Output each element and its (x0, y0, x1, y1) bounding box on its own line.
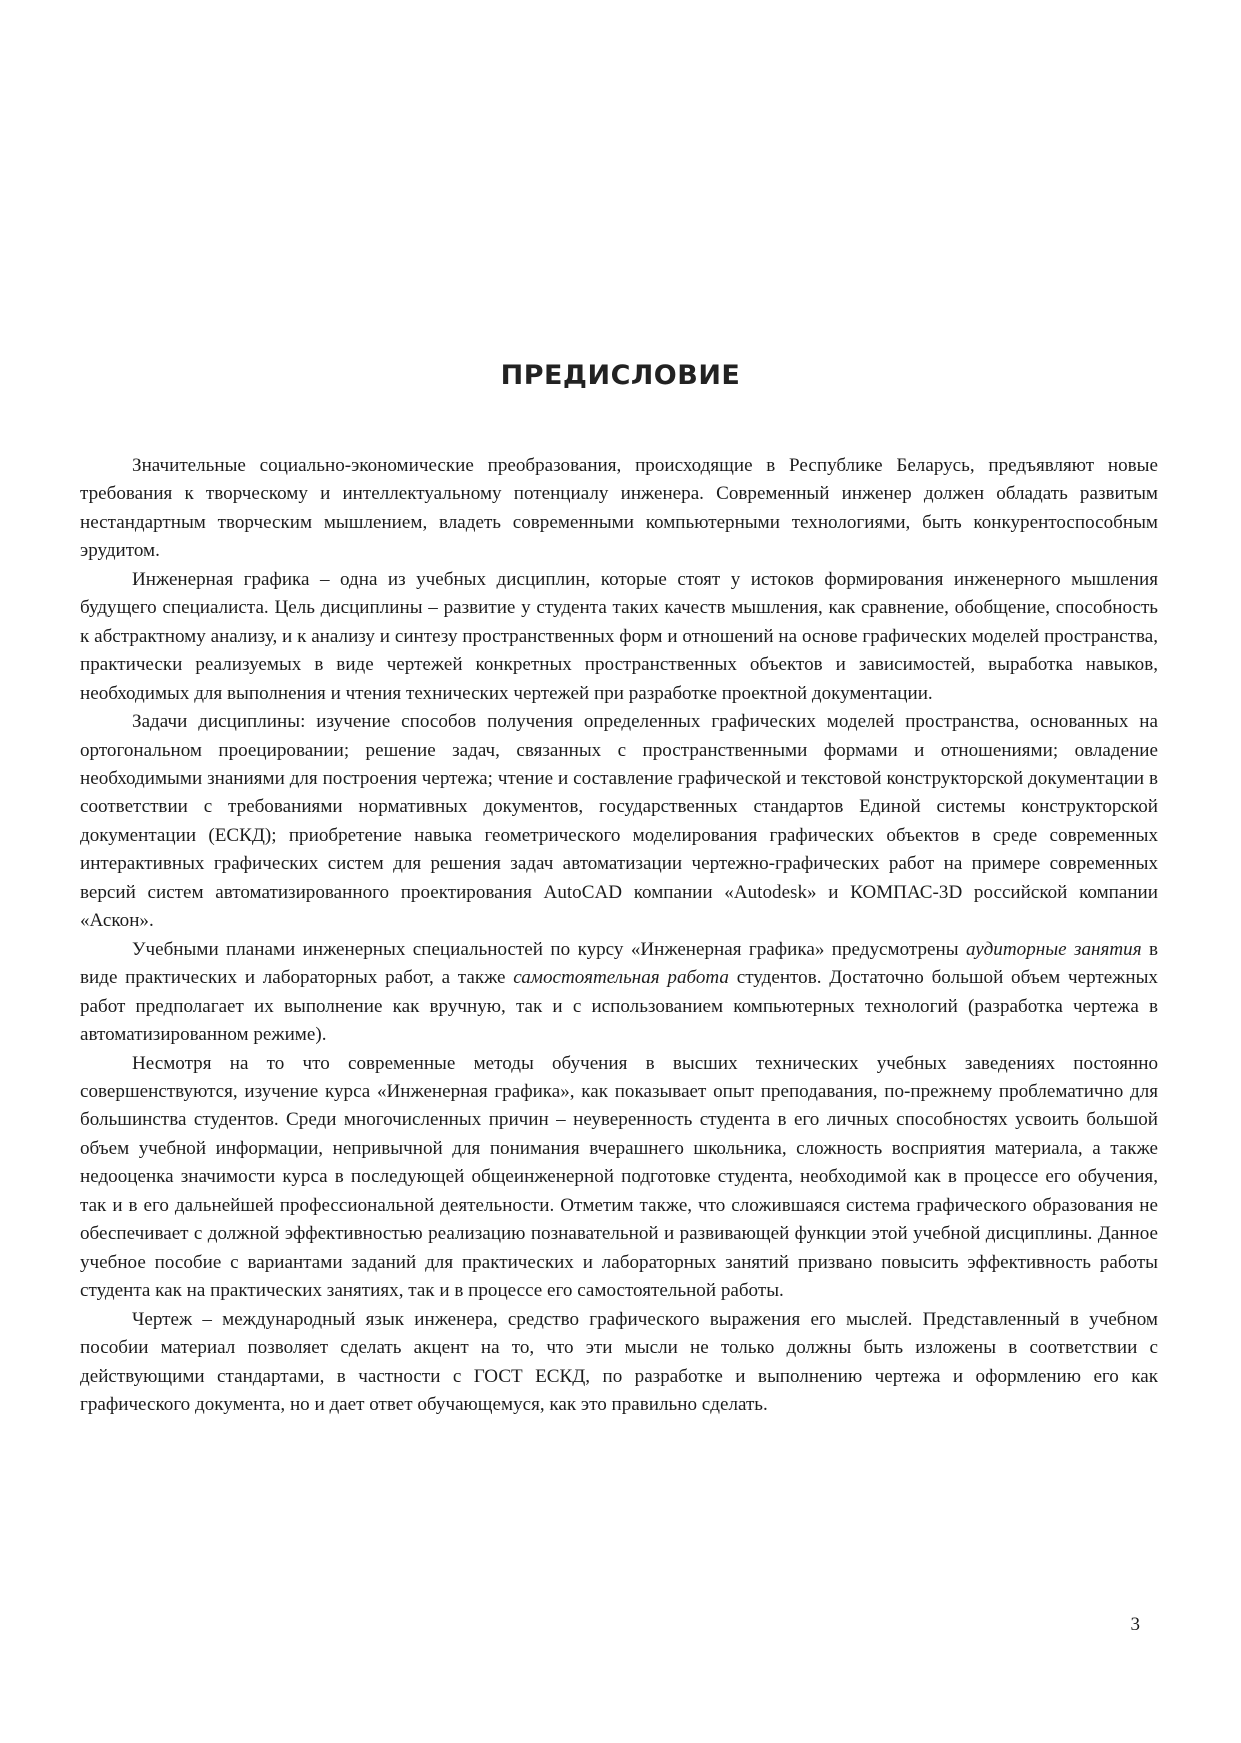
paragraph-4-part-3: студентов. Достаточно большой объем чертежных работ предполагает их выполнение как вручную, так и с использованием компьютерных технологий (разработка чертежа в автоматизированном режиме). (80, 967, 1158, 1046)
paragraph-4-part-2: в виде практических и лабораторных работ, а также (80, 938, 1158, 989)
paragraph-5: Несмотря на то что современные методы обучения в высших технических учебных заведениях постоянно совершенствуются, изучение курса «Инженерная графика», как показывает опыт преподавания, по-прежнему проблематично для большинства студентов. Среди многочисленных причин – неуверенность студента в его личных способностях усвоить большой объем учебной информации, непривычной для понимания вчерашнего школьника, сложность восприятия материала, а также недооценка значимости курса в последующей общеинженерной подготовке студента, необходимой как в процессе его обучения, так и в его дальнейшей профессиональной деятельности. Отметим также, что сложившаяся система графического образования не обеспечивает с должной эффективностью реализацию познавательной и развивающей функции этой учебной дисциплины. Данное учебное пособие с вариантами заданий для практических и лабораторных занятий призвано повысить эффективность работы студента как на практических занятиях, так и в процессе его самостоятельной работы. (80, 1052, 1158, 1302)
paragraph-4-part-1: Учебными планами инженерных специальностей по курсу «Инженерная графика» предусмотрены (132, 938, 966, 960)
page-number: 3 (1130, 1614, 1140, 1635)
paragraph-6: Чертеж – международный язык инженера, средство графического выражения его мыслей. Представленный в учебном пособии материал позволяет сделать акцент на то, что эти мысли не только должны быть изложены в соответствии с действующими стандартами, в частности с ГОСТ ЕСКД, по разработке и выполнению чертежа и оформлению его как графического документа, но и дает ответ обучающемуся, как это правильно сделать. (80, 1308, 1158, 1415)
paragraph-4 (80, 936, 1158, 1050)
emphasis-independent-work: самостоятельная работа (513, 967, 729, 989)
paragraph-2: Инженерная графика – одна из учебных дисциплин, которые стоят у истоков формирования инженерного мышления будущего специалиста. Цель дисциплины – развитие у студента таких качеств мышления, как сравнение, обобщение, способность к абстрактному анализу, и к анализу и синтезу пространственных форм и отношений на основе графических моделей пространства, практически реализуемых в виде чертежей конкретных пространственных объектов и зависимостей, выработка навыков, необходимых для выполнения и чтения технических чертежей при разработке проектной документации. (80, 568, 1158, 704)
page-title: ПРЕДИСЛОВИЕ (500, 360, 741, 391)
paragraph-1: Значительные социально-экономические преобразования, происходящие в Республике Беларусь, предъявляют новые требования к творческому и интеллектуальному потенциалу инженера. Современный инженер должен обладать развитым нестандартным творческим мышлением, владеть современными компьютерными технологиями, быть конкурентоспособным эрудитом. (80, 455, 1158, 562)
emphasis-classroom-lessons: аудиторные занятия (965, 938, 1142, 960)
body-text (80, 452, 1158, 1419)
paragraph-3: Задачи дисциплины: изучение способов получения определенных графических моделей пространства, основанных на ортогональном проецировании; решение задач, связанных с пространственными формами и отношениями; овладение необходимыми знаниями для построения чертежа; чтение и составление графической и текстовой конструкторской документации в соответствии с требованиями нормативных документов, государственных стандартов Единой системы конструкторской документации (ЕСКД); приобретение навыка геометрического моделирования графических объектов в среде современных интерактивных графических систем для решения задач автоматизации чертежно-графических работ на примере современных версий систем автоматизированного проектирования AutoCAD компании «Autodesk» и КОМПАС-3D российской компании «Аскон». (80, 711, 1158, 932)
